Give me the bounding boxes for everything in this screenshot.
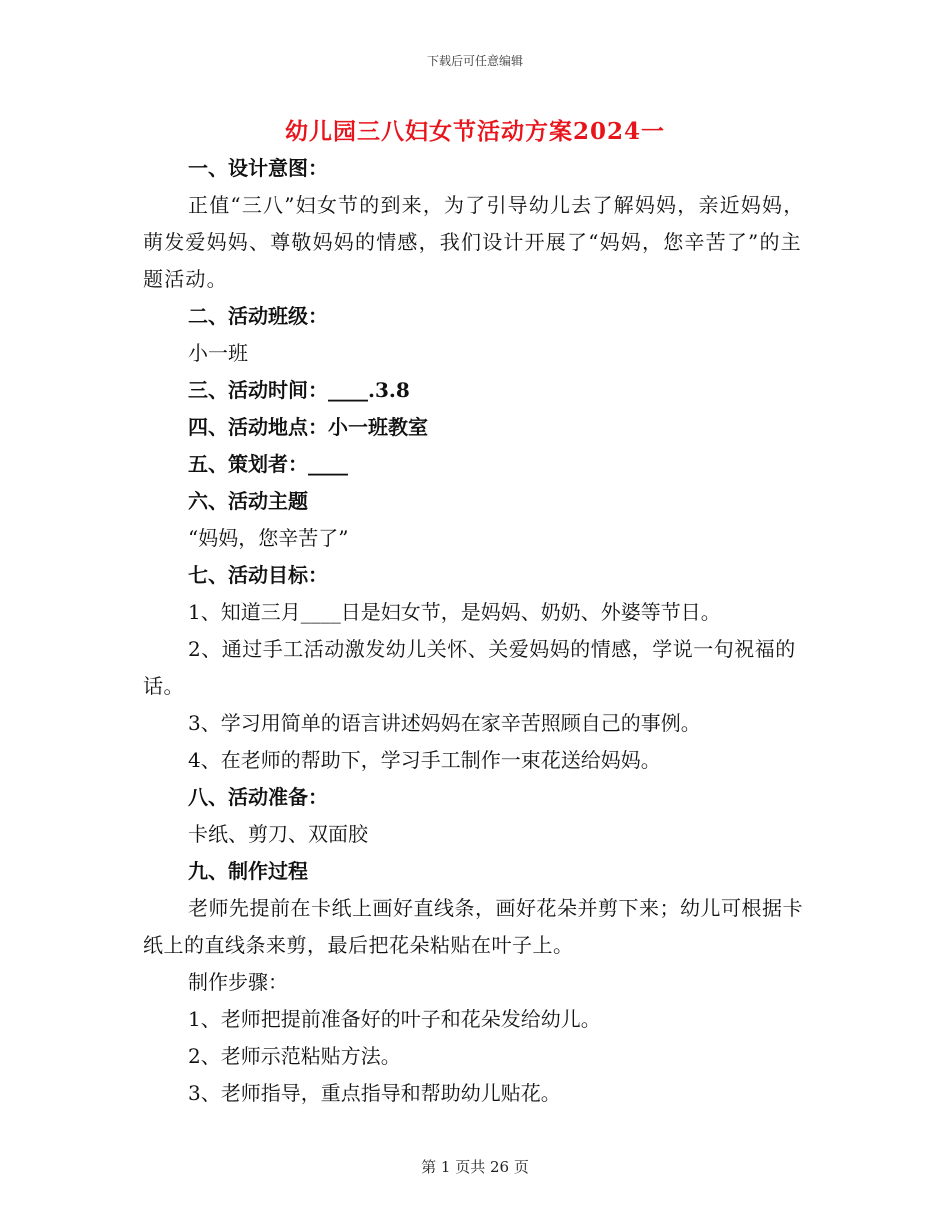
making-step-item: 3、老师指导，重点指导和帮助幼儿贴花。	[188, 1081, 561, 1105]
goal-item: 4、在老师的帮助下，学习手工制作一束花送给妈妈。	[188, 748, 661, 772]
making-step-item: 2、老师示范粘贴方法。	[188, 1044, 401, 1068]
section-heading-planner: 五、策划者：____	[188, 452, 348, 476]
making-steps-label: 制作步骤：	[188, 970, 288, 994]
section-heading-activity-location: 四、活动地点：小一班教室	[188, 415, 428, 439]
activity-theme-text: “妈妈，您辛苦了”	[188, 526, 349, 550]
making-step-item: 1、老师把提前准备好的叶子和花朵发给幼儿。	[188, 1007, 601, 1031]
section-heading-activity-goals: 七、活动目标：	[188, 563, 328, 587]
page-footer-page-number: 第 1 页共 26 页	[421, 1158, 529, 1176]
section-heading-activity-preparation: 八、活动准备：	[188, 785, 328, 809]
making-process-paragraph: 老师先提前在卡纸上画好直线条，画好花朵并剪下来；幼儿可根据卡纸上的直线条来剪，最后把花朵粘贴在叶子上。	[143, 896, 803, 957]
goal-item: 1、知道三月____日是妇女节，是妈妈、奶奶、外婆等节日。	[188, 600, 721, 624]
section-heading-design-intent: 一、设计意图：	[188, 156, 328, 180]
section-heading-activity-time: 三、活动时间：____.3.8	[188, 378, 410, 402]
preparation-materials-text: 卡纸、剪刀、双面胶	[188, 822, 368, 846]
document-body	[143, 150, 813, 1112]
section-heading-activity-theme: 六、活动主题	[188, 489, 308, 513]
page-header-note: 下载后可任意编辑	[426, 54, 523, 68]
section-heading-making-process: 九、制作过程	[188, 859, 308, 883]
document-title: 幼儿园三八妇女节活动方案2024一	[284, 118, 665, 145]
goal-item: 3、学习用简单的语言讲述妈妈在家辛苦照顾自己的事例。	[188, 711, 701, 735]
activity-class-text: 小一班	[188, 341, 248, 365]
section-heading-activity-class: 二、活动班级：	[188, 304, 328, 328]
design-intent-paragraph: 正值“三八”妇女节的到来，为了引导幼儿去了解妈妈，亲近妈妈，萌发爱妈妈、尊敬妈妈的情感，我们设计开展了“妈妈，您辛苦了”的主题活动。	[143, 193, 805, 291]
goal-item: 2、通过手工活动激发幼儿关怀、关爱妈妈的情感，学说一句祝福的话。	[143, 637, 796, 698]
